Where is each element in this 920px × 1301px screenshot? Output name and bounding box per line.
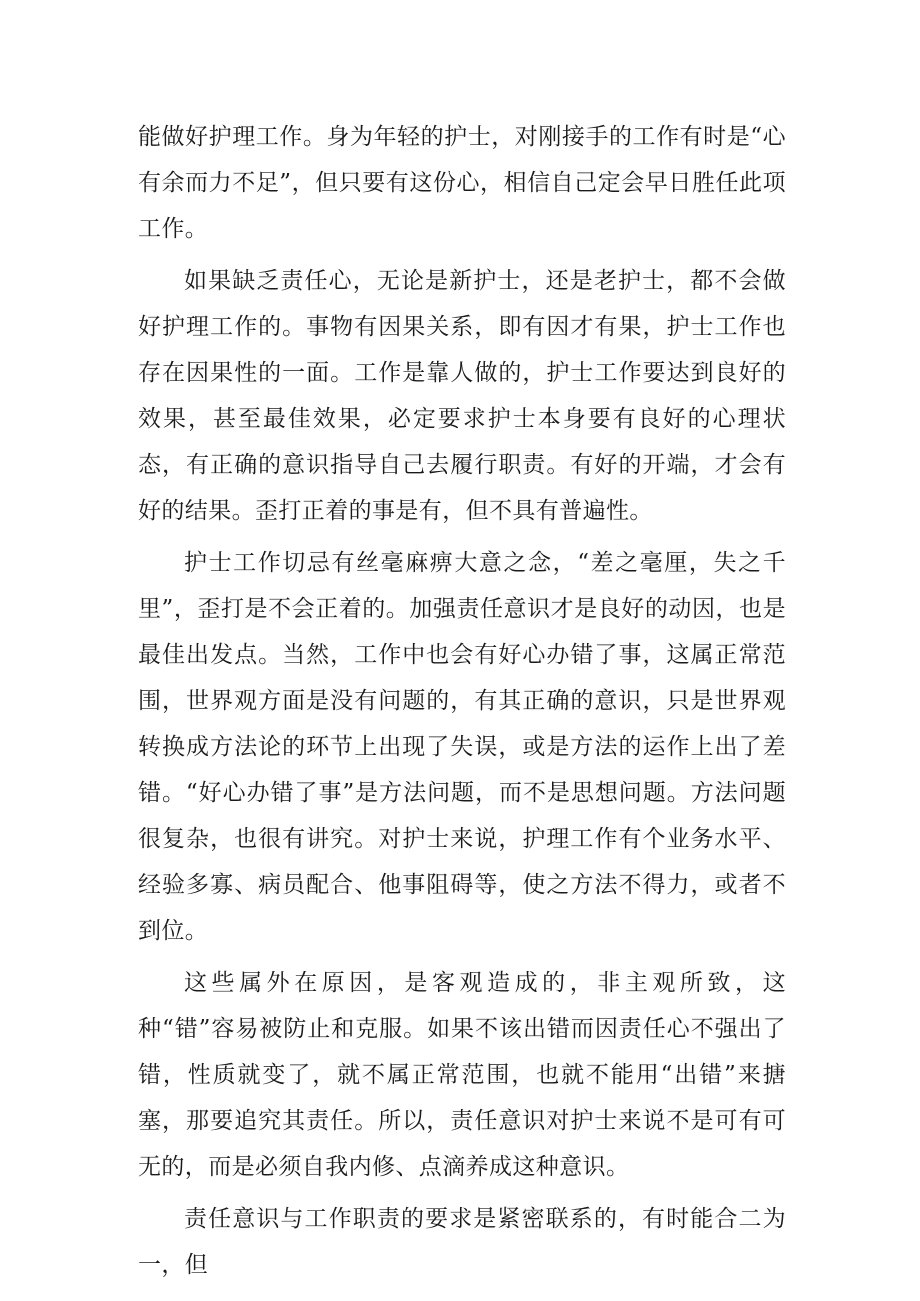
paragraph-duty-awareness: 责任意识与工作职责的要求是紧密联系的，有时能合二为一，但 (138, 1206, 786, 1278)
paragraph-external-causes: 这些属外在原因，是客观造成的，非主观所致，这种“错”容易被防止和克服。如果不该出错而因责任心不强出了错，性质就变了，就不属正常范围，也就不能用“出错”来搪塞，那要追究其责任。所以，责任意识对护士来说不是可有可无的，而是必须自我内修、点滴养成这种意识。 (138, 970, 786, 1180)
paragraph-carelessness: 护士工作切忌有丝毫麻痹大意之念，“差之毫厘，失之千里”，歪打是不会正着的。加强责任意识才是良好的动因，也是最佳出发点。当然，工作中也会有好心办错了事，这属正常范围，世界观方面是没有问题的，有其正确的意识，只是世界观转换成方法论的环节上出现了失误，或是方法的运作上出了差错。“好心办错了事”是方法问题，而不是思想问题。方法问题很复杂，也很有讲究。对护士来说，护理工作有个业务水平、经验多寡、病员配合、他事阻碍等，使之方法不得力，或者不到位。 (138, 550, 786, 944)
document-body (138, 114, 786, 1294)
paragraph-responsibility: 如果缺乏责任心，无论是新护士，还是老护士，都不会做好护理工作的。事物有因果关系，即有因才有果，护士工作也存在因果性的一面。工作是靠人做的，护士工作要达到良好的效果，甚至最佳效果，必定要求护士本身要有良好的心理状态，有正确的意识指导自己去履行职责。有好的开端，才会有好的结果。歪打正着的事是有，但不具有普遍性。 (138, 268, 786, 524)
paragraph-continuation: 能做好护理工作。身为年轻的护士，对刚接手的工作有时是“心有余而力不足”，但只要有这份心，相信自己定会早日胜任此项工作。 (138, 124, 786, 242)
